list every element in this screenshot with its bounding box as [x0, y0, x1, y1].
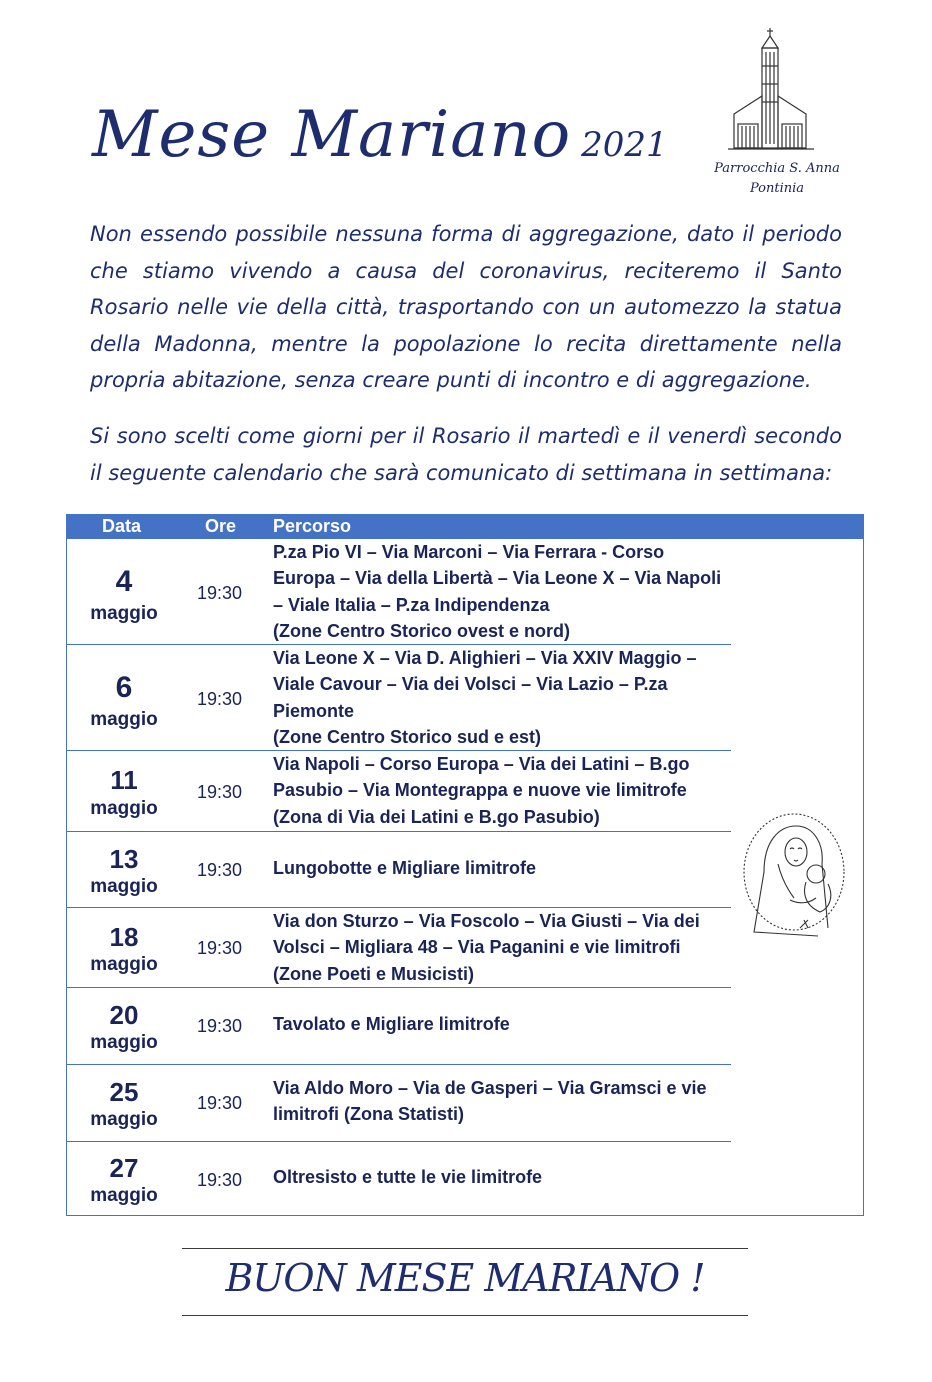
header-time: Ore [205, 516, 237, 536]
title-year: 2021 [581, 125, 668, 165]
table-row [67, 751, 731, 832]
row-time: 19:30 [197, 938, 243, 958]
church-icon [728, 26, 826, 154]
row-time: 19:30 [197, 1093, 243, 1113]
row-route: Via Napoli – Corso Europa – Via dei Latini – B.go Pasubio – Via Montegrappa e nuove vie limitrofe (Zona di Via dei Latini e B.go Pasubio) [273, 754, 690, 827]
row-month: maggio [90, 876, 158, 897]
table-header [67, 515, 863, 539]
header-route: Percorso [273, 516, 352, 536]
row-day: 25 [109, 1077, 139, 1107]
row-time: 19:30 [197, 860, 243, 880]
title-text: Mese Mariano [92, 98, 572, 172]
row-route: Via don Sturzo – Via Foscolo – Via Giusti – Via dei Volsci – Migliara 48 – Via Paganini e vie limitrofi (Zone Poeti e Musicisti) [273, 911, 700, 984]
table-row [67, 988, 731, 1065]
header-date: Data [102, 516, 142, 536]
table-row [67, 832, 731, 908]
row-time: 19:30 [197, 782, 243, 802]
row-month: maggio [90, 954, 158, 975]
row-time: 19:30 [197, 583, 243, 603]
row-day: 13 [109, 844, 139, 874]
row-day: 4 [115, 565, 133, 598]
row-day: 18 [109, 922, 139, 952]
table-row [67, 908, 731, 988]
row-time: 19:30 [197, 1016, 243, 1036]
row-day: 20 [109, 1000, 139, 1030]
footer-greeting: BUON MESE MARIANO ! [225, 1256, 705, 1300]
intro-paragraph: Non essendo possibile nessuna forma di aggregazione, dato il periodo che stiamo vivendo a causa del coronavirus, reciteremo il Santo Rosario nelle vie della città, trasportando con un automezzo la statua della Madonna, mentre la popolazione lo recita direttamente nella propria abitazione, senza creare punti di incontro e di aggregazione. [90, 222, 842, 392]
row-month: maggio [90, 1032, 158, 1053]
table-row [67, 539, 731, 645]
row-route: Lungobotte e Migliare limitrofe [273, 858, 537, 878]
parish-name: Parrocchia S. Anna [714, 161, 840, 176]
row-time: 19:30 [197, 689, 243, 709]
row-route: P.za Pio VI – Via Marconi – Via Ferrara - Corso Europa – Via della Libertà – Via Leone X – Via Napoli – Viale Italia – P.za Indipendenza (Zone Centro Storico ovest e nord) [273, 542, 722, 641]
row-month: maggio [90, 1185, 158, 1206]
row-route: Via Leone X – Via D. Alighieri – Via XXIV Maggio – Viale Cavour – Via dei Volsci – Via Lazio – P.za Piemonte (Zone Centro Storico sud e est) [273, 648, 697, 747]
footer-divider-top [182, 1248, 748, 1249]
footer-divider-bottom [182, 1315, 748, 1316]
row-route: Tavolato e Migliare limitrofe [273, 1014, 510, 1034]
parish-logo [712, 26, 842, 204]
row-month: maggio [90, 709, 158, 730]
row-route: Oltresisto e tutte le vie limitrofe [273, 1167, 543, 1187]
row-day: 6 [115, 671, 133, 704]
row-month: maggio [90, 798, 158, 819]
row-month: maggio [90, 603, 158, 624]
row-route: Via Aldo Moro – Via de Gasperi – Via Gramsci e vie limitrofi (Zona Statisti) [273, 1078, 707, 1125]
table-row [67, 1065, 731, 1142]
parish-city: Pontinia [749, 181, 805, 196]
table-row [67, 645, 731, 751]
page-title [92, 98, 668, 172]
row-day: 27 [109, 1153, 139, 1183]
row-month: maggio [90, 1109, 158, 1130]
row-time: 19:30 [197, 1170, 243, 1190]
calendar-intro-paragraph: Si sono scelti come giorni per il Rosario il martedì e il venerdì secondo il seguente calendario che sarà comunicato di settimana in settimana: [90, 424, 842, 485]
row-day: 11 [110, 765, 138, 795]
table-row [67, 1142, 731, 1216]
madonna-with-child-icon [740, 808, 848, 949]
